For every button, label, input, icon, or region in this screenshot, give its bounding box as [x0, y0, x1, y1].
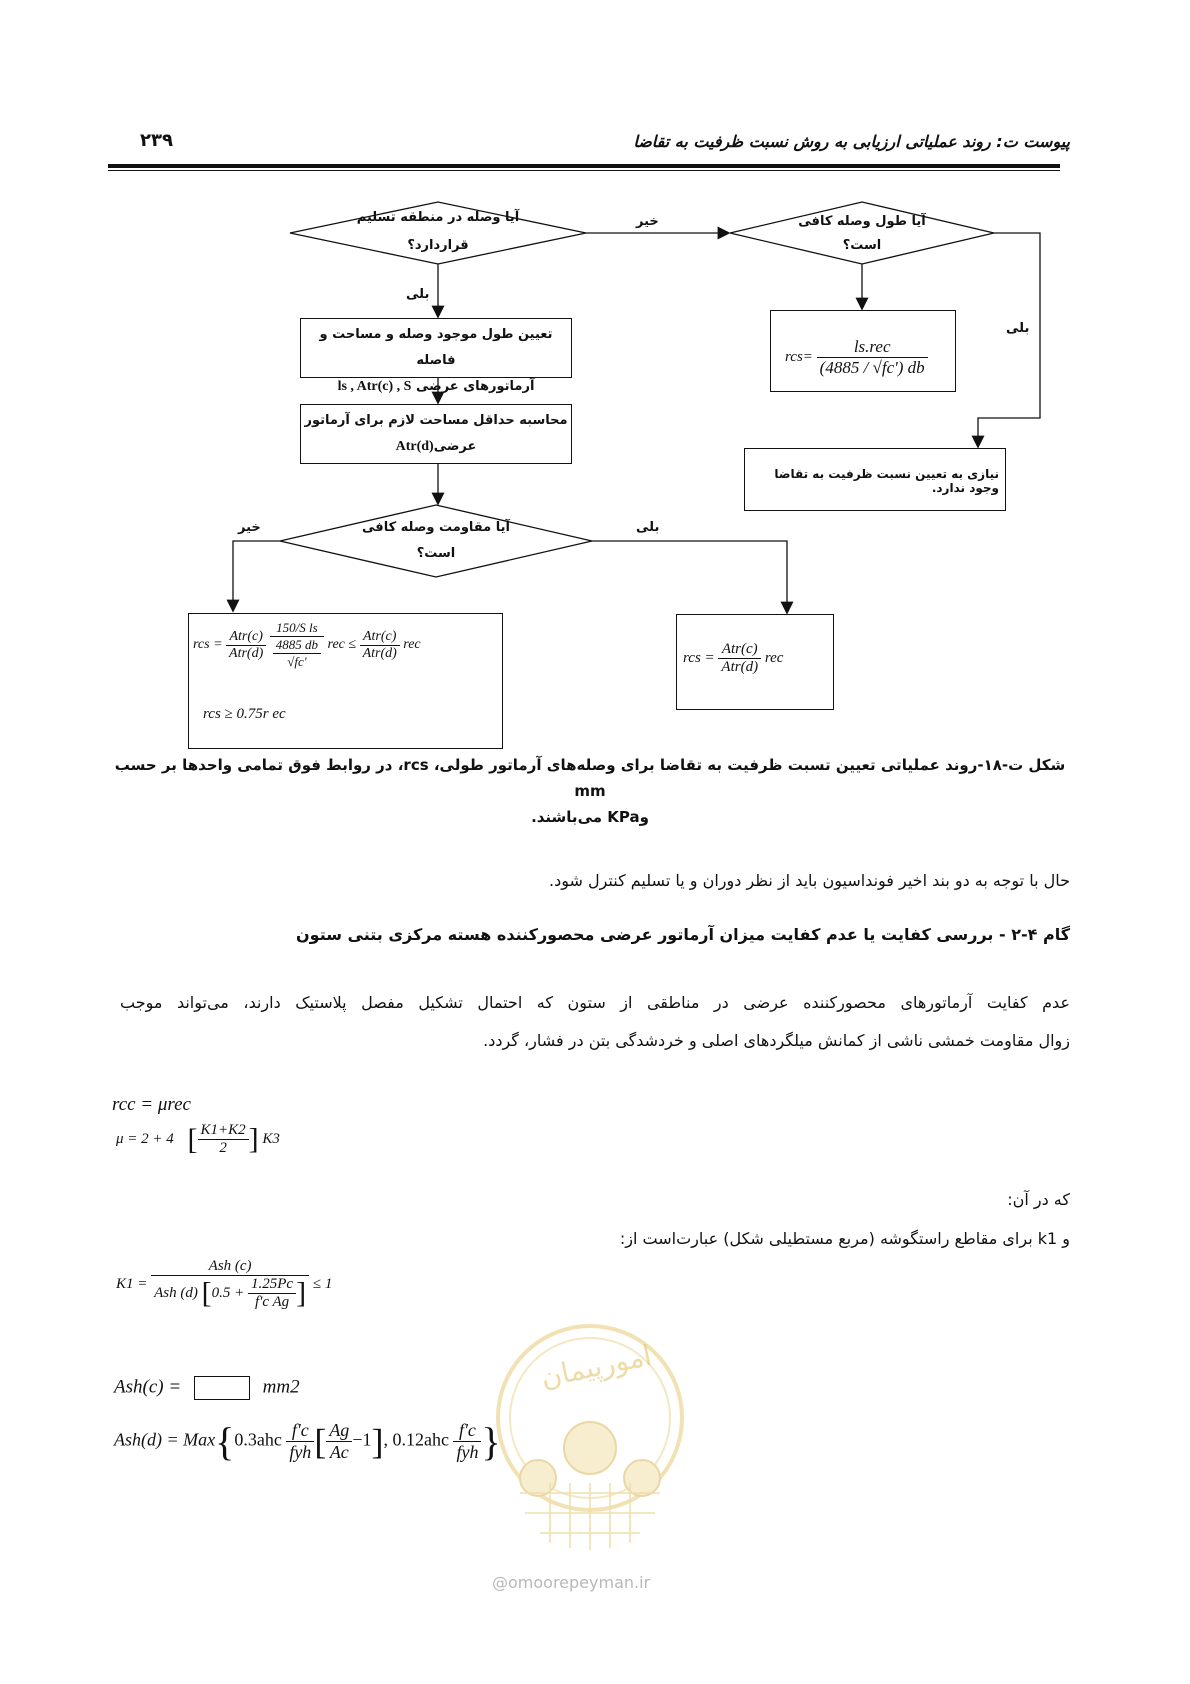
- page-header-title: پیوست ت: روند عملیاتی ارزیابی به روش نسبت ظرفیت به تقاضا: [633, 132, 1070, 151]
- label-no-3: خیر: [238, 520, 261, 535]
- rcs-fail-rel: rec ≤: [327, 637, 357, 653]
- equation-box-rcs-fail: rcs = $\frac{\text{Atr(c)}}{\text{Atr(d)}}$ $\frac{\text{150/S ls}}{\frac{4885 db}{√fc'}}$ rec ≤ $\frac{\text{Atr(c)}}{\text{Atr(d)}}$ rec rcs ≥ 0.75r ec: [188, 613, 503, 749]
- ashd-t2: , 0.12ahc: [383, 1429, 449, 1450]
- ashd-t1: 0.3ahc: [234, 1429, 282, 1450]
- rcs-length-num: ls.rec: [817, 337, 928, 358]
- equation-ashd: Ash(d) = Max{0.3ahc $\frac{f'c}{\text{fyh}}$ [ $\frac{Ag}{Ac}$ −1], 0.12ahc $\frac{f'c}{\text{fyh}}$ }: [114, 1419, 501, 1464]
- decision-strength-line2: است؟: [416, 546, 456, 561]
- box1-line2: آرماتورهای عرضی: [416, 379, 535, 394]
- equation-ashc: [114, 1376, 300, 1400]
- ashc-unit: mm2: [262, 1376, 300, 1398]
- rcs-ok-lhs: rcs: [683, 649, 701, 666]
- mu-num: K1+K2: [198, 1122, 249, 1140]
- process-box-min-area: [300, 404, 572, 464]
- decision-strength-line1: آیا مقاومت وصله کافی: [362, 520, 510, 535]
- k1-lhs: K1 =: [116, 1275, 148, 1292]
- ashd-lhs: Ash(d) = Max: [114, 1429, 216, 1450]
- rcs-ok-num: Atr(c): [718, 641, 761, 659]
- ashc-input-box[interactable]: [194, 1376, 250, 1400]
- page-number: ۲۳۹: [140, 130, 173, 151]
- caption-line1: شکل ت-۱۸-روند عملیاتی تعیین تسبت ظرفیت به تقاضا برای وصله‌های آرماتور طولی، rcs، در روابط فوق تمامی واحدها بر حسب mm: [114, 756, 1066, 800]
- flowchart-connectors: [0, 0, 1190, 760]
- decision-yield-line2: قراردارد؟: [407, 238, 469, 253]
- paragraph-confinement-line2: زوال مقاومت خمشی ناشی از کمانش میلگردهای اصلی و خردشدگی بتن در فشار، گردد.: [483, 1031, 1070, 1050]
- ashd-minus: −1: [352, 1429, 372, 1450]
- watermark-logo-text: امورپیمان: [537, 1338, 655, 1395]
- caption-line2: وKPa می‌باشند.: [531, 808, 649, 826]
- mu-rhs: K3: [262, 1130, 280, 1147]
- k1-num: Ash (c): [151, 1258, 309, 1276]
- decision-yield-line1: آیا وصله در منطقه تسلیم: [356, 210, 520, 225]
- rcs-ok-rhs: rec: [764, 649, 784, 666]
- rcs-fail-f2-den: √fc': [287, 654, 307, 669]
- figure-caption: [110, 752, 1070, 830]
- equation-box-rcs-ok: rcs = $\frac{\text{Atr(c)}}{\text{Atr(d)}}$ rec: [676, 614, 834, 710]
- box2-line1: محاسبه حداقل مساحت لازم برای آرماتور: [304, 413, 568, 428]
- box2-line2: عرضی: [433, 439, 477, 454]
- rcs-fail-rhs: rec: [403, 637, 421, 653]
- ashd-fr3-den: fyh: [456, 1442, 479, 1462]
- equation-box-rcs-length: [770, 310, 956, 392]
- watermark-site: [492, 1573, 650, 1592]
- k1-rhs: ≤ 1: [312, 1275, 333, 1292]
- watermark-at-icon: @: [492, 1573, 508, 1592]
- rcs-limit: rcs ≥ 0.75r ec: [203, 706, 286, 722]
- rcs-length-lhs: rcs=: [785, 348, 813, 365]
- label-no-1: خیر: [636, 214, 659, 229]
- rcs-fail-f2-num: 4885 db: [273, 637, 321, 654]
- box1-line1: تعیین طول موجود وصله و مساحت و فاصله: [319, 327, 553, 368]
- decision-length-line2: است؟: [842, 238, 882, 253]
- k1-inner-den: f'c Ag: [254, 1294, 290, 1310]
- mu-den: 2: [219, 1140, 227, 1156]
- equation-k1: K1 = Ash (c) Ash (d) [0.5 + $\frac{1.25Pc}{\text{f'c Ag}}$ ] ≤ 1: [116, 1258, 333, 1310]
- k1-inner: 0.5 +: [211, 1284, 245, 1301]
- decision-yield-zone-text: [340, 205, 536, 259]
- k1-inner-num: 1.25Pc: [248, 1276, 296, 1294]
- terminal-box-no-need: نیازی به تعیین نسبت ظرفیت به تقاضا وجود ندارد.: [744, 448, 1006, 511]
- k1-description: و k1 برای مقاطع راستگوشه (مربع مستطیلی شکل) عبارت‌است از:: [619, 1229, 1070, 1248]
- rcs-ok-den: Atr(d): [721, 659, 759, 675]
- process-box-splice-data: [300, 318, 572, 394]
- label-yes-3: بلی: [636, 520, 660, 535]
- section-heading: گام ۴-۲ - بررسی کفایت یا عدم کفایت میزان آرماتور عرضی محصورکننده هسته مرکزی بتنی ستون: [296, 925, 1070, 944]
- where-text: که در آن:: [1007, 1190, 1070, 1209]
- paragraph-confinement-line1: عدم کفایت آرماتورهای محصورکننده عرضی در مناطقی از ستون که احتمال تشکیل مفصل پلاستیک دارند، می‌تواند موجب: [120, 993, 1070, 1012]
- watermark-site-text: omoorepeyman.ir: [508, 1573, 651, 1592]
- rcs-length-den: (4885 / √fc') db: [819, 358, 925, 377]
- box2-symbols: Atr(d): [395, 439, 434, 454]
- box1-symbols: ls , Atr(c) , S: [337, 379, 412, 394]
- equation-mu: μ = 2 + 4 [ $\frac{K1+K2}{2}$ ] K3: [116, 1122, 280, 1156]
- decision-strength-text: [336, 515, 536, 567]
- ashd-fr3-num: f'c: [453, 1420, 481, 1442]
- ashd-fr1-den: fyh: [289, 1442, 312, 1462]
- rcs-fail-f3-num: Atr(c): [360, 629, 400, 646]
- decision-length-line1: آیا طول وصله کافی: [798, 214, 926, 229]
- decision-length-text: [786, 210, 938, 258]
- paragraph-foundation: حال با توجه به دو بند اخیر فونداسیون باید از نظر دوران و یا تسلیم کنترل شود.: [549, 871, 1070, 890]
- label-yes-2: بلی: [1006, 321, 1030, 336]
- rcs-fail-f1-num: Atr(c): [226, 629, 266, 646]
- k1-den-prefix: Ash (d): [154, 1284, 198, 1301]
- rcs-fail-f1-den: Atr(d): [229, 645, 264, 661]
- rcs-fail-lhs: rcs: [193, 637, 210, 653]
- ashd-fr1-num: f'c: [286, 1420, 314, 1442]
- label-yes-1: بلی: [406, 287, 430, 302]
- ashd-fr2-num: Ag: [326, 1420, 352, 1442]
- rcs-fail-inner: 150/S ls: [276, 620, 318, 635]
- mu-lhs: μ = 2 + 4: [116, 1130, 174, 1147]
- rcs-fail-f3-den: Atr(d): [362, 645, 397, 661]
- ashd-fr2-den: Ac: [329, 1442, 349, 1462]
- equation-rcc: rcc = μrec: [112, 1094, 191, 1115]
- ashc-lhs: Ash(c) =: [114, 1376, 182, 1398]
